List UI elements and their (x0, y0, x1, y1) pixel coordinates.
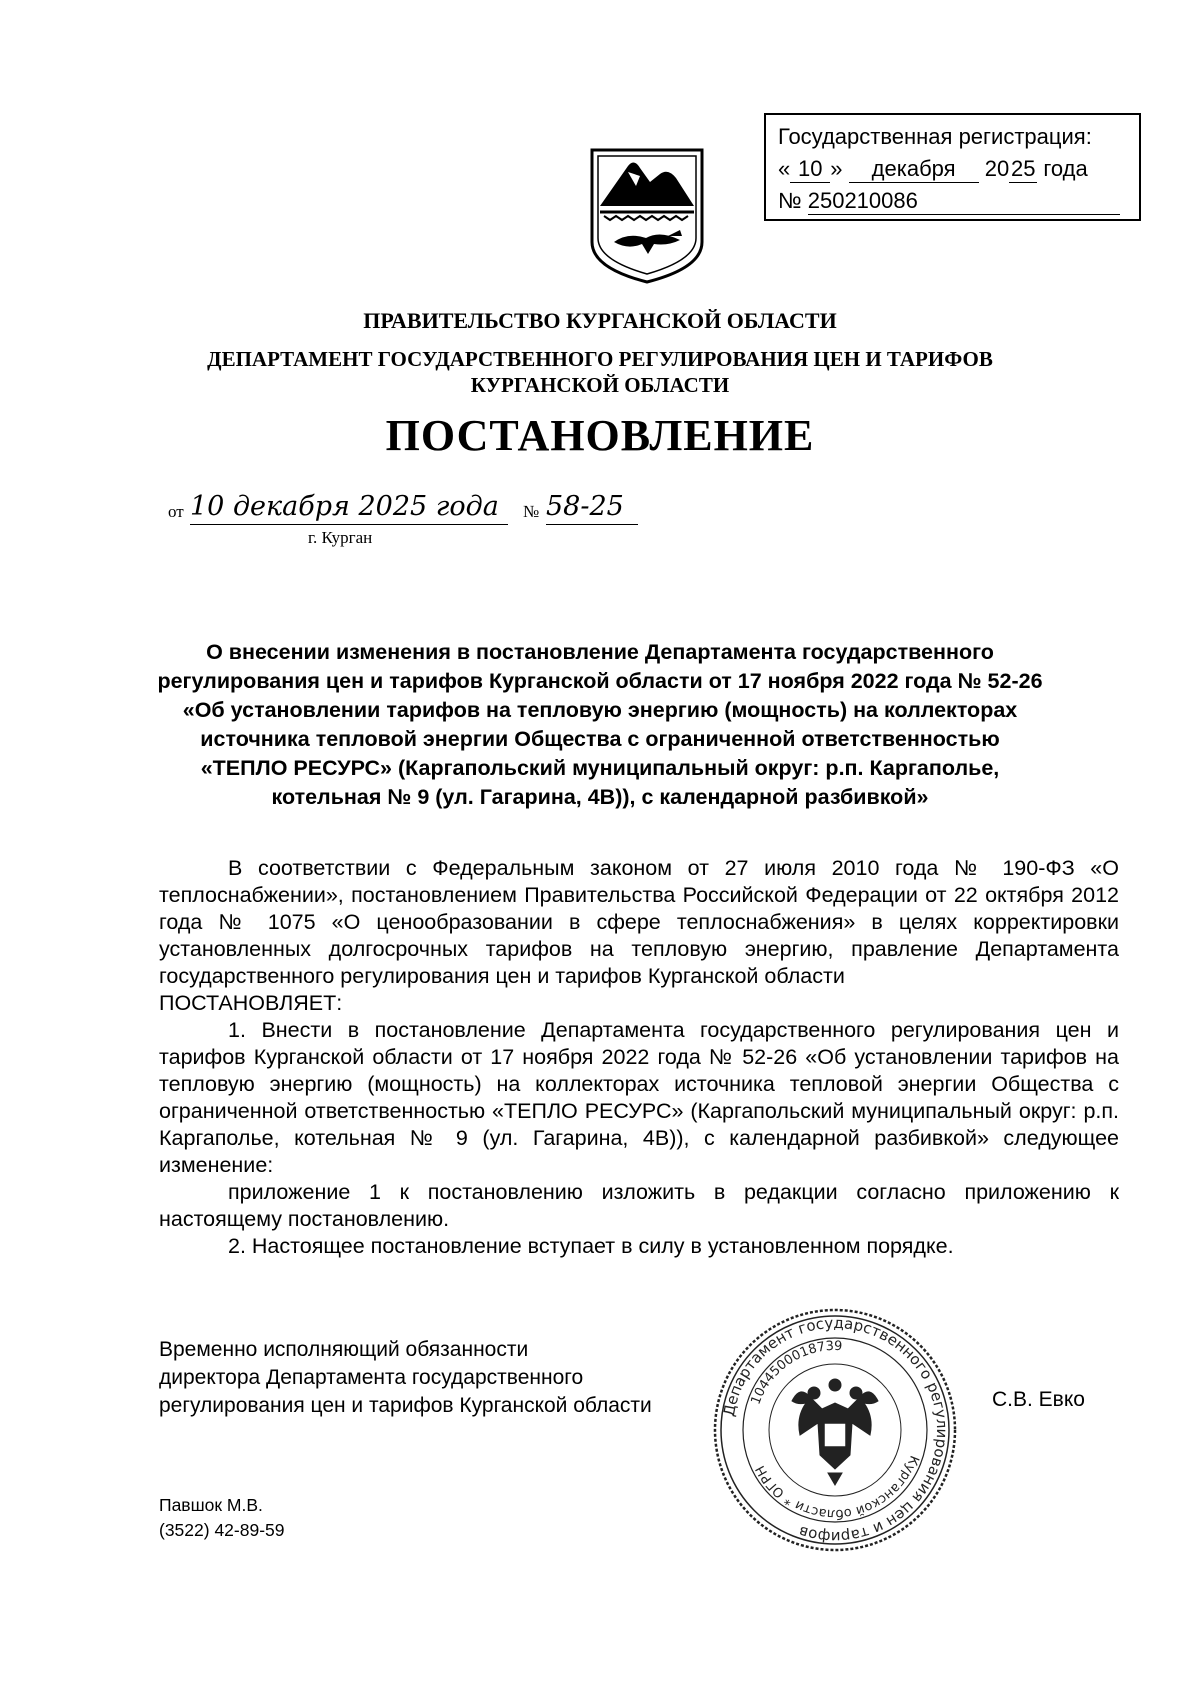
body-item-1: 1. Внести в постановление Департамента государственного регулирования цен и тарифов Курганской области от 17 ноября 2022 года № 52-26 «Об установлении тарифов на тепловую энергию (мощность) на коллекторах источника тепловой энергии Общества с ограниченной ответственностью «ТЕПЛО РЕСУРС» (Каргапольский муниципальный округ: р.п. Каргаполье, котельная № 9 (ул. Гагарина, 4В)), с календарной разбивкой» следующее изменение: (159, 1018, 1119, 1177)
government-name: ПРАВИТЕЛЬСТВО КУРГАНСКОЙ ОБЛАСТИ (363, 308, 837, 333)
decree-date-number (168, 490, 648, 550)
decree-date-prefix: от (168, 502, 184, 521)
signer-position-line2: директора Департамента государственного (159, 1366, 584, 1389)
registration-number-line (778, 185, 1129, 217)
registration-title: Государственная регистрация: (778, 124, 1092, 149)
department-name (0, 346, 1200, 398)
signer-position-line1: Временно исполняющий обязанности (159, 1338, 529, 1361)
executor-phone: (3522) 42-89-59 (159, 1520, 285, 1540)
stamp-inner-text: Курганской области * ОГРН (753, 1453, 922, 1522)
stamp-ogrn: 1044500018739 (748, 1338, 843, 1407)
decree-city: г. Курган (308, 528, 373, 547)
registration-number: 250210086 (808, 188, 1120, 215)
registration-box (764, 113, 1141, 221)
subject-line: источника тепловой энергии Общества с ограниченной ответственностью (200, 727, 1000, 751)
registration-year-word: года (1043, 156, 1088, 181)
registration-month: декабря (849, 156, 979, 183)
coat-of-arms-icon (588, 146, 706, 286)
body-preamble: В соответствии с Федеральным законом от 27 июля 2010 года № 190-ФЗ «О теплоснабжении», постановлением Правительства Российской Федерации от 22 октября 2012 года № 1075 «О ценообразовании в сфере теплоснабжения» в целях корректировки установленных долгосрочных тарифов на тепловую энергию, правление Департамента государственного регулирования цен и тарифов Курганской области (159, 856, 1119, 988)
executor-contact (159, 1493, 285, 1543)
signer-position-line3: регулирования цен и тарифов Курганской области (159, 1394, 652, 1417)
body-item-2: 2. Настоящее постановление вступает в силу в установленном порядке. (228, 1234, 954, 1258)
official-stamp-icon (710, 1305, 960, 1555)
document-type-title: ПОСТАНОВЛЕНИЕ (385, 411, 815, 460)
decree-date-handwritten: 10 декабря 2025 года (190, 490, 508, 525)
body-resolves: ПОСТАНОВЛЯЕТ: (159, 991, 343, 1015)
decree-number-handwritten: 58-25 (546, 490, 638, 525)
signer-name: С.В. Евко (992, 1388, 1085, 1411)
department-name-line2: КУРГАНСКОЙ ОБЛАСТИ (470, 373, 730, 397)
subject-line: «Об установлении тарифов на тепловую энергию (мощность) на коллекторах (182, 698, 1018, 722)
decree-number-prefix: № (523, 502, 540, 521)
stamp-outer-text: Департамент государственного регулирования цен и тарифов (719, 1313, 952, 1547)
signer-position (159, 1336, 719, 1420)
registration-year-prefix: 20 (984, 156, 1010, 181)
subject-line: О внесении изменения в постановление Департамента государственного (206, 640, 994, 664)
subject-line: котельная № 9 (ул. Гагарина, 4В)), с календарной разбивкой» (271, 785, 929, 809)
registration-day: 10 (790, 156, 830, 183)
registration-year-suffix: 25 (1010, 156, 1036, 181)
decree-subject (150, 638, 1050, 812)
registration-date (778, 153, 1129, 185)
registration-close-quote: » (830, 156, 843, 181)
department-name-line1: ДЕПАРТАМЕНТ ГОСУДАРСТВЕННОГО РЕГУЛИРОВАНИЯ ЦЕН И ТАРИФОВ (207, 347, 993, 371)
subject-line: «ТЕПЛО РЕСУРС» (Каргапольский муниципальный округ: р.п. Каргаполье, (200, 756, 1000, 780)
subject-line: регулирования цен и тарифов Курганской области от 17 ноября 2022 года № 52-26 (157, 669, 1043, 693)
decree-body (159, 855, 1119, 1260)
registration-open-quote: « (778, 156, 791, 181)
body-item-1-sub: приложение 1 к постановлению изложить в редакции согласно приложению к настоящему постановлению. (159, 1180, 1119, 1231)
executor-name: Павшок М.В. (159, 1495, 263, 1515)
registration-number-label: № (778, 188, 802, 213)
